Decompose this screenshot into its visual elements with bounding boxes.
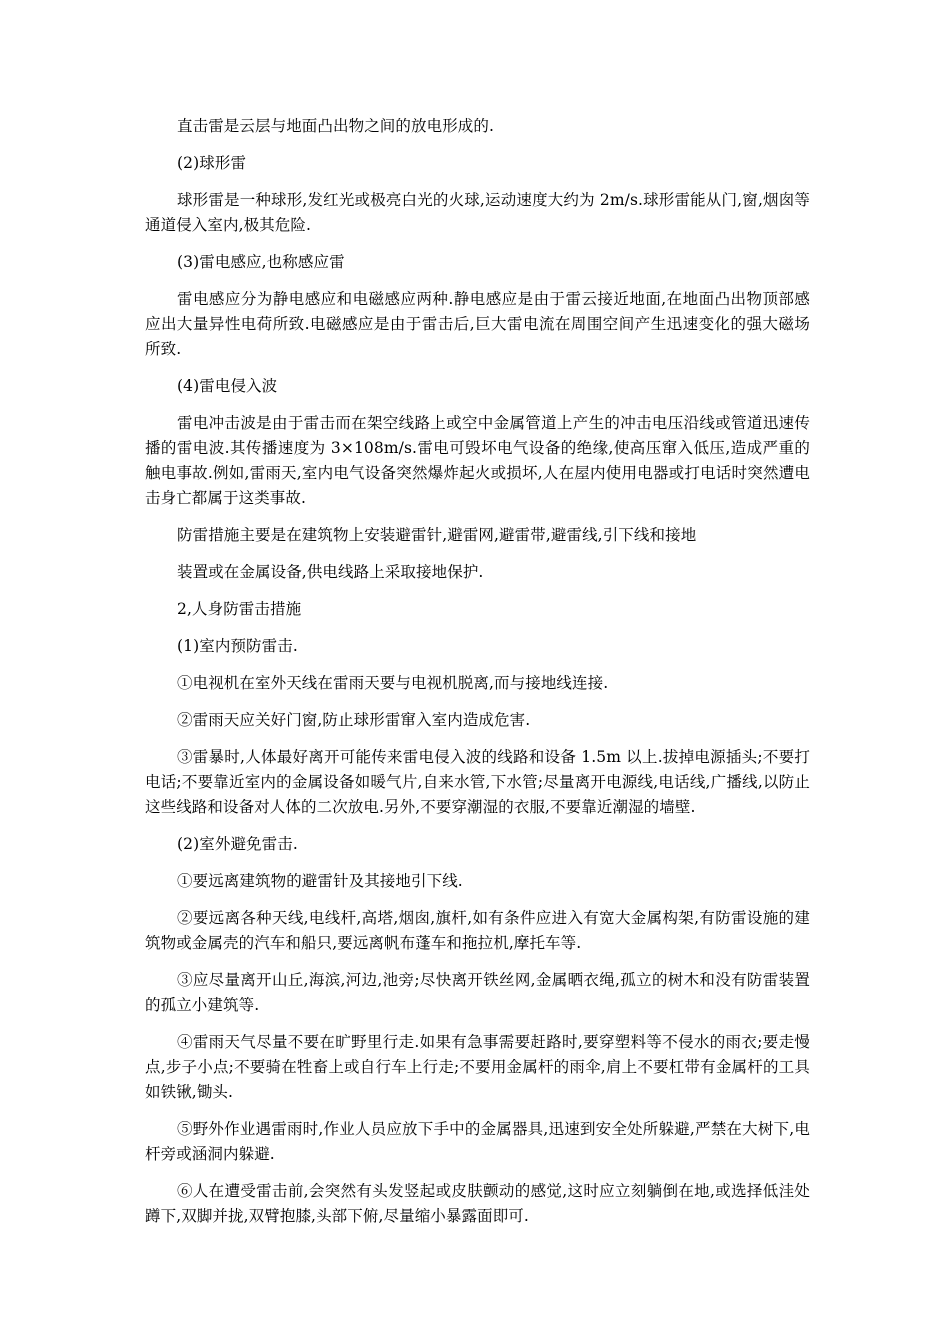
heading-indoor-prevention: (1)室内预防雷击. <box>177 637 298 655</box>
heading-ball-lightning: (2)球形雷 <box>177 154 247 172</box>
heading-outdoor-avoidance: (2)室外避免雷击. <box>177 835 298 853</box>
list-item-outdoor-6: ⑥人在遭受雷击前,会突然有头发竖起或皮肤颤动的感觉,这时应立刻躺倒在地,或选择低洼处蹲下,双脚并拢,双臂抱膝,头部下俯,尽量缩小暴露面即可. <box>145 1182 810 1225</box>
list-item-indoor-1: ①电视机在室外天线在雷雨天要与电视机脱离,而与接地线连接. <box>177 674 609 692</box>
paragraph-intrusion-wave: 雷电冲击波是由于雷击而在架空线路上或空中金属管道上产生的冲击电压沿线或管道迅速传播的雷电波.其传播速度为 3×108m/s.雷电可毁坏电气设备的绝缘,使高压窜入低压,造成严重的触电事故.例如,雷雨天,室内电气设备突然爆炸起火或损坏,人在屋内使用电器或打电话时突然遭电击身亡都属于这类事故. <box>145 414 810 507</box>
document-body <box>145 114 810 1241</box>
list-item-outdoor-5: ⑤野外作业遇雷雨时,作业人员应放下手中的金属器具,迅速到安全处所躲避,严禁在大树下,电杆旁或涵洞内躲避. <box>145 1120 810 1163</box>
paragraph-ball-lightning: 球形雷是一种球形,发红光或极亮白光的火球,运动速度大约为 2m/s.球形雷能从门,窗,烟囱等通道侵入室内,极其危险. <box>145 191 810 234</box>
paragraph-direct-lightning: 直击雷是云层与地面凸出物之间的放电形成的. <box>177 117 495 135</box>
list-item-outdoor-2: ②要远离各种天线,电线杆,高塔,烟囱,旗杆,如有条件应进入有宽大金属构架,有防雷设施的建筑物或金属壳的汽车和船只,要远离帆布蓬车和拖拉机,摩托车等. <box>145 909 810 952</box>
list-item-outdoor-1: ①要远离建筑物的避雷针及其接地引下线. <box>177 872 463 890</box>
heading-intrusion-wave: (4)雷电侵入波 <box>177 377 278 395</box>
paragraph-protection-grounding: 装置或在金属设备,供电线路上采取接地保护. <box>177 563 484 581</box>
list-item-indoor-3: ③雷暴时,人体最好离开可能传来雷电侵入波的线路和设备 1.5m 以上.拔掉电源插头;不要打电话;不要靠近室内的金属设备如暖气片,自来水管,下水管;尽量离开电源线,电话线,广播线,以防止这些线路和设备对人体的二次放电.另外,不要穿潮湿的衣服,不要靠近潮湿的墙壁. <box>145 748 810 816</box>
list-item-outdoor-4: ④雷雨天气尽量不要在旷野里行走.如果有急事需要赶路时,要穿塑料等不侵水的雨衣;要走慢点,步子小点;不要骑在牲畜上或自行车上行走;不要用金属杆的雨伞,肩上不要杠带有金属杆的工具如铁锹,锄头. <box>145 1033 810 1101</box>
heading-personal-protection: 2,人身防雷击措施 <box>177 600 302 618</box>
heading-induced-lightning: (3)雷电感应,也称感应雷 <box>177 253 345 271</box>
list-item-indoor-2: ②雷雨天应关好门窗,防止球形雷窜入室内造成危害. <box>177 711 531 729</box>
paragraph-protection-measures: 防雷措施主要是在建筑物上安装避雷针,避雷网,避雷带,避雷线,引下线和接地 <box>177 526 697 544</box>
list-item-outdoor-3: ③应尽量离开山丘,海滨,河边,池旁;尽快离开铁丝网,金属晒衣绳,孤立的树木和没有防雷装置的孤立小建筑等. <box>145 971 810 1014</box>
paragraph-induced-lightning: 雷电感应分为静电感应和电磁感应两种.静电感应是由于雷云接近地面,在地面凸出物顶部感应出大量异性电荷所致.电磁感应是由于雷击后,巨大雷电流在周围空间产生迅速变化的强大磁场所致. <box>145 290 810 358</box>
